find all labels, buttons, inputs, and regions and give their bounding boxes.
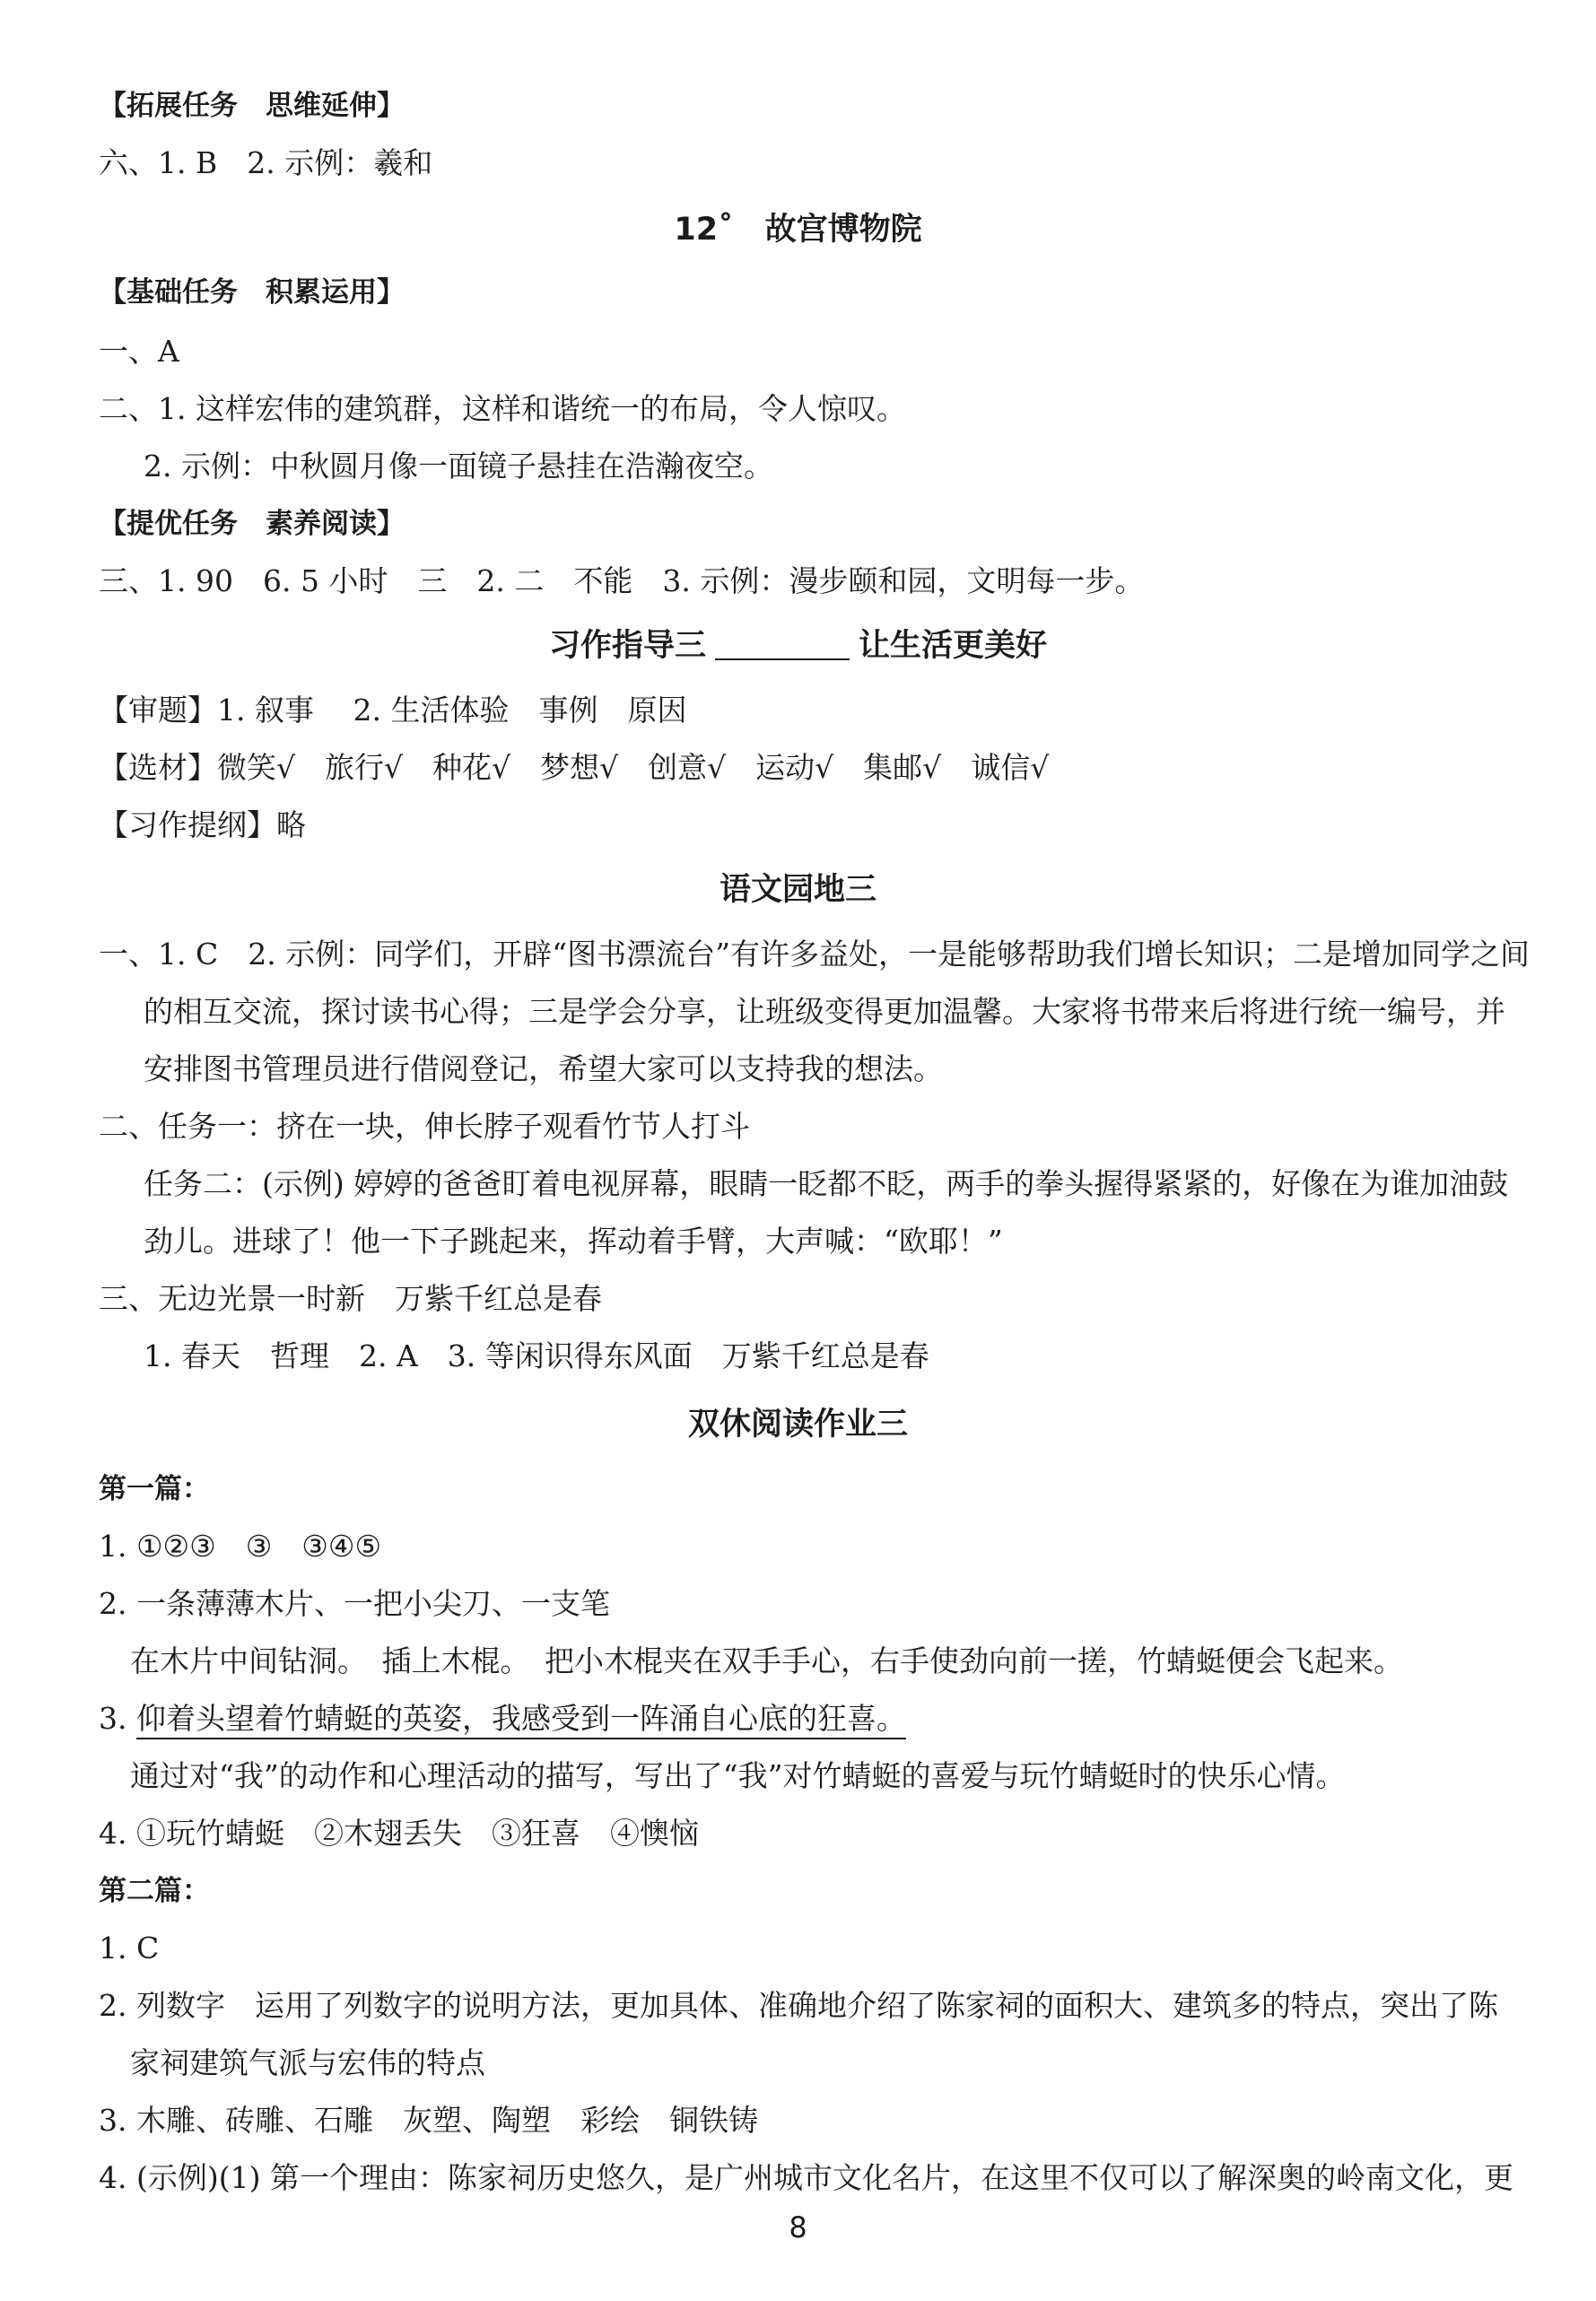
answer-line: 在木片中间钻洞。 插上木棍。 把小木棍夹在双手手心，右手使劲向前一搓，竹蜻蜓便会飞起来。: [130, 1643, 1403, 1678]
lesson-title-12: 12˚ 故宫博物院: [674, 212, 922, 248]
answer-line: 2. 列数字 运用了列数字的说明方法，更加具体、准确地介绍了陈家祠的面积大、建筑多的特点，突出了陈: [99, 1988, 1498, 2023]
writing-guide-title: [0, 626, 1596, 666]
answer-line: 4. (示例)(1) 第一个理由：陈家祠历史悠久，是广州城市文化名片，在这里不仅可以了解深奥的岭南文化，更: [99, 2160, 1513, 2195]
answer-line: 【选材】微笑√ 旅行√ 种花√ 梦想√ 创意√ 运动√ 集邮√ 诚信√: [99, 750, 1050, 785]
part-two-heading: 第二篇：: [99, 1875, 210, 1907]
answer-line: 家祠建筑气派与宏伟的特点: [130, 2045, 485, 2080]
answer-line: 1. ①②③ ③ ③④⑤: [99, 1529, 382, 1564]
part-one-heading: 第一篇：: [99, 1473, 210, 1505]
answer-line: 安排图书管理员进行借阅登记，希望大家可以支持我的想法。: [144, 1051, 943, 1086]
answer-line: 【审题】1. 叙事 2. 生活体验 事例 原因: [99, 693, 687, 728]
answer-line: 通过对“我”的动作和心理活动的描写，写出了“我”对竹蜻蜓的喜爱与玩竹蜻蜓时的快乐心情。: [130, 1758, 1346, 1793]
section-heading-extension: 【拓展任务 思维延伸】: [99, 90, 405, 122]
answer-line: 【习作提纲】略: [99, 807, 306, 842]
answer-line: 三、1. 90 6. 5 小时 三 2. 二 不能 3. 示例：漫步颐和园，文明每一步。: [99, 563, 1145, 598]
answer-line: 劲儿。进球了！他一下子跳起来，挥动着手臂，大声喊：“欧耶！”: [144, 1224, 1003, 1259]
answer-line: 2. 一条薄薄木片、一把小尖刀、一支笔: [99, 1586, 610, 1621]
answer-line: 任务二：(示例) 婷婷的爸爸盯着电视屏幕，眼睛一眨都不眨，两手的拳头握得紧紧的，好像在为谁加油鼓: [144, 1166, 1509, 1201]
writing-guide-title-right: 让生活更美好: [859, 628, 1048, 664]
page-number: 8: [789, 2210, 807, 2244]
underlined-sentence: 仰着头望着竹蜻蜓的英姿，我感受到一阵涌自心底的狂喜。: [136, 1701, 906, 1739]
answer-line: 三、无边光景一时新 万紫千红总是春: [99, 1281, 602, 1316]
answer-number: 3.: [99, 1701, 136, 1736]
answer-line: 3. 木雕、砖雕、石雕 灰塑、陶塑 彩绘 铜铁铸: [99, 2103, 758, 2138]
weekend-reading-title: 双休阅读作业三: [687, 1407, 908, 1442]
title-blank: [715, 633, 850, 660]
answer-line: 1. C: [99, 1931, 160, 1965]
answer-line: 一、1. C 2. 示例：同学们，开辟“图书漂流台”有许多益处，一是能够帮助我们增长知识；二是增加同学之间: [99, 937, 1530, 972]
writing-guide-title-left: 习作指导三: [548, 628, 706, 664]
answer-line: 的相互交流，探讨读书心得；三是学会分享，让班级变得更加温馨。大家将书带来后将进行统一编号，并: [144, 994, 1505, 1029]
answer-line: 1. 春天 哲理 2. A 3. 等闲识得东风面 万紫千红总是春: [144, 1338, 929, 1373]
answer-line: 2. 示例：中秋圆月像一面镜子悬挂在浩瀚夜空。: [144, 449, 773, 484]
answer-line: 六、1. B 2. 示例：羲和: [99, 145, 433, 180]
section-heading-basic: 【基础任务 积累运用】: [99, 276, 405, 309]
answer-line: 4. ①玩竹蜻蜓 ②木翅丢失 ③狂喜 ④懊恼: [99, 1816, 699, 1851]
answer-line: 二、任务一：挤在一块，伸长脖子观看竹节人打斗: [99, 1109, 750, 1144]
section-heading-advanced: 【提优任务 素养阅读】: [99, 508, 405, 540]
answer-line: 二、1. 这样宏伟的建筑群，这样和谐统一的布局，令人惊叹。: [99, 391, 906, 426]
answer-line: 一、A: [99, 334, 179, 369]
chinese-garden-title: 语文园地三: [719, 872, 876, 908]
answer-line-underlined: [99, 1701, 906, 1737]
